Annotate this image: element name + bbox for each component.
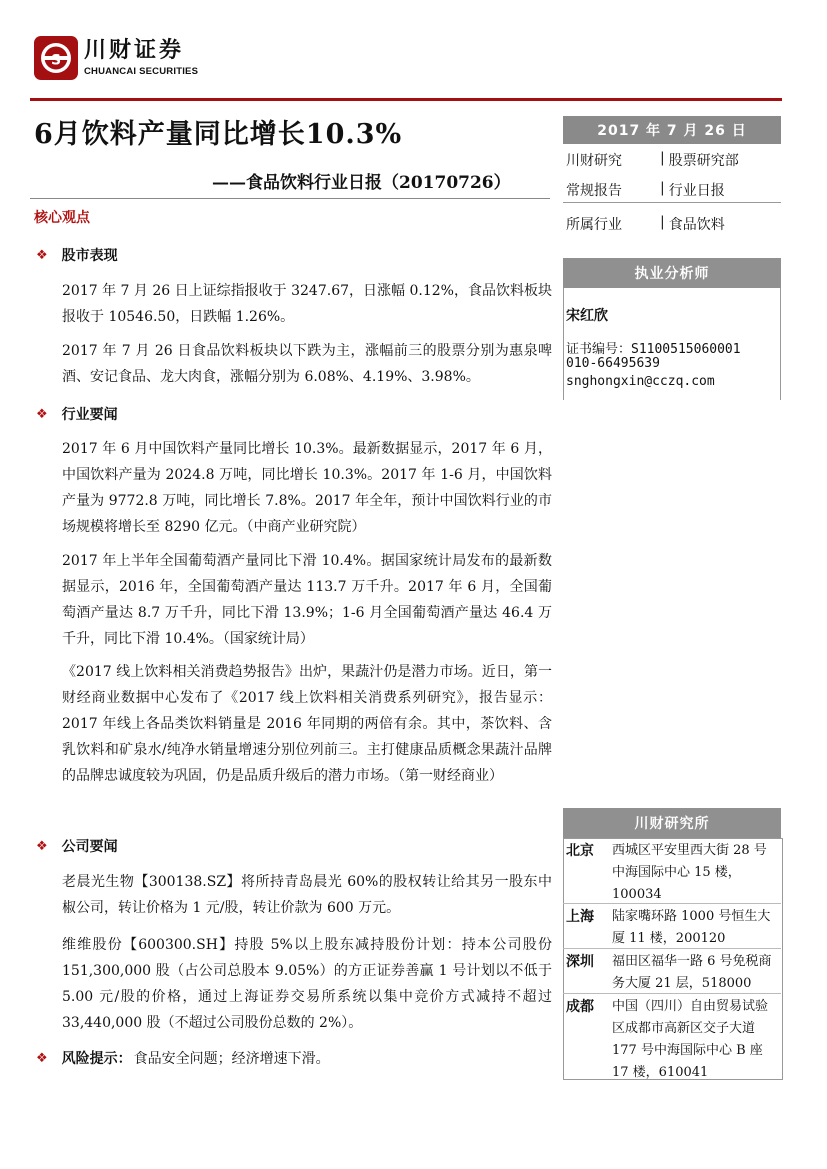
office-address: 福田区福华一路 6 号免税商务大厦 21 层，518000: [612, 954, 772, 991]
meta-row: [566, 150, 739, 170]
diamond-bullet-icon: ❖: [36, 247, 48, 263]
header-divider: [30, 98, 782, 101]
office-address: 陆家嘴环路 1000 号恒生大厦 11 楼，200120: [612, 909, 771, 946]
paragraph: 2017 年 6 月中国饮料产量同比增长 10.3%。最新数据显示，2017 年 6 月，中国饮料产量为 2024.8 万吨，同比增长 10.3%。2017 年 1-6 月，中国饮料产量为 9772.8 万吨，同比增长 7.8%。2017 年全年，预计中国饮料行业的市场规模将增长至 8290 亿元。（中商产业研究院）: [62, 441, 552, 535]
logo-chinese-name: 川财证券: [84, 38, 185, 63]
office-city: 成都: [566, 999, 594, 1015]
report-subtitle: ——食品饮料行业日报（20170726）: [212, 173, 511, 193]
paragraph: 《2017 线上饮料相关消费趋势报告》出炉，果蔬汁仍是潜力市场。近日，第一财经商业数据中心发布了《2017 线上饮料相关消费系列研究》，报告显示：2017 年线上各品类饮料销量是 2016 年同期的两倍有余。其中，茶饮料、含乳饮料和矿泉水/纯净水销量增速分别位列前三。主打健康品质概念果蔬汁品牌的品牌忠诚度较为巩固，仍是品质升级后的潜力市场。（第一财经商业）: [62, 664, 552, 784]
risk-text: 食品安全问题；经济增速下滑。: [133, 1051, 330, 1067]
paragraph: 2017 年 7 月 26 日上证综指报收于 3247.67，日涨幅 0.12%，食品饮料板块报收于 10546.50，日跌幅 1.26%。: [62, 283, 552, 325]
report-title: 6月饮料产量同比增长10.3%: [34, 119, 403, 150]
analyst-email: snghongxin@cczq.com: [566, 374, 715, 389]
meta-key: 常规报告: [566, 183, 622, 199]
section-title: 行业要闻: [61, 407, 118, 423]
title-divider: [30, 198, 550, 199]
institute-header-bar: 川财研究所: [563, 808, 781, 838]
meta-separator: |: [660, 180, 665, 196]
office-city: 深圳: [566, 954, 594, 970]
section-title: 公司要闻: [61, 839, 118, 855]
analyst-name: 宋红欣: [566, 308, 608, 324]
meta-key: 川财研究: [566, 153, 622, 169]
analyst-header-bar: 执业分析师: [563, 258, 781, 288]
section-heading-risk: [36, 1048, 330, 1068]
meta-value: 股票研究部: [668, 153, 739, 169]
analyst-phone: 010-66495639: [566, 356, 660, 371]
section-heading-industry: [36, 404, 118, 424]
office-divider: [563, 993, 781, 994]
section-title: 股市表现: [61, 248, 118, 264]
office-divider: [563, 948, 781, 949]
meta-key: 所属行业: [566, 217, 622, 233]
meta-row: [566, 214, 725, 234]
analyst-cert: 证书编号：S1100515060001: [566, 342, 741, 357]
section-heading-market: [36, 245, 118, 265]
paragraph: 维维股份【600300.SH】持股 5%以上股东减持股份计划：持本公司股份151,300,000 股（占公司总股本 9.05%）的方正证券善赢 1 号计划以不低于 5.00 元/股的价格，通过上海证券交易所系统以集中竞价方式减持不超过 33,440,000 股（不超过公司股份总数的 2%）。: [62, 937, 552, 1031]
meta-row: [566, 180, 725, 200]
diamond-bullet-icon: ❖: [36, 406, 48, 422]
meta-value: 行业日报: [668, 183, 725, 199]
diamond-bullet-icon: ❖: [36, 838, 48, 854]
logo-english-name: CHUANCAI SECURITIES: [84, 66, 199, 77]
meta-value: 食品饮料: [668, 217, 725, 233]
svg-text:S: S: [50, 52, 62, 69]
office-city: 北京: [566, 843, 594, 859]
office-address: 中国（四川）自由贸易试验区成都市高新区交子大道 177 号中海国际中心 B 座 17 楼，610041: [612, 999, 769, 1080]
paragraph: 老晨光生物【300138.SZ】将所持青岛晨光 60%的股权转让给其另一股东中椒公司，转让价格为 1 元/股，转让价款为 600 万元。: [62, 874, 552, 916]
meta-divider: [563, 202, 781, 203]
office-city: 上海: [566, 909, 594, 925]
core-view-label: 核心观点: [34, 210, 90, 226]
office-divider: [563, 903, 781, 904]
chuancai-logo-icon: [34, 36, 78, 80]
office-address: 西城区平安里西大街 28 号中海国际中心 15 楼，100034: [612, 843, 767, 902]
diamond-bullet-icon: ❖: [36, 1050, 48, 1066]
section-heading-company: [36, 836, 118, 856]
report-date-bar: 2017 年 7 月 26 日: [563, 116, 781, 144]
company-logo: [34, 36, 198, 80]
section-title: 风险提示：: [61, 1051, 132, 1067]
meta-separator: |: [660, 214, 665, 230]
meta-separator: |: [660, 150, 665, 166]
paragraph: 2017 年 7 月 26 日食品饮料板块以下跌为主，涨幅前三的股票分别为惠泉啤酒、安记食品、龙大肉食，涨幅分别为 6.08%、4.19%、3.98%。: [62, 343, 552, 385]
paragraph: 2017 年上半年全国葡萄酒产量同比下滑 10.4%。据国家统计局发布的最新数据显示，2016 年，全国葡萄酒产量达 113.7 万千升。2017 年 6 月，全国葡萄酒产量达 8.7 万千升，同比下滑 13.9%；1-6 月全国葡萄酒产量达 46.4 万千升，同比下滑 10.4%。（国家统计局）: [62, 553, 552, 647]
